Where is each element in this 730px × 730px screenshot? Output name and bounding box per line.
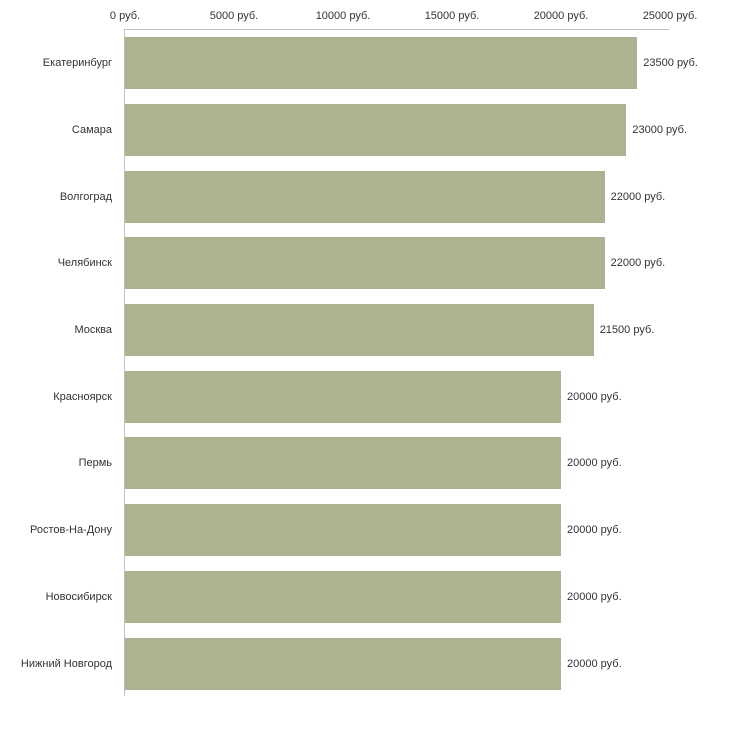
bar-track xyxy=(125,97,688,164)
category-label xyxy=(0,430,118,497)
bar-row xyxy=(0,564,730,631)
category-label-text: Пермь xyxy=(78,457,112,470)
bar-value-label: 21500 руб. xyxy=(599,324,655,337)
bar-value-label: 20000 руб. xyxy=(567,590,622,603)
category-label xyxy=(0,97,118,164)
x-axis-tick-label: 0 руб. xyxy=(109,10,141,22)
bar-row xyxy=(0,363,730,430)
category-label xyxy=(0,297,118,364)
bar-track xyxy=(125,564,670,631)
bar[interactable] xyxy=(125,571,622,623)
bar[interactable] xyxy=(125,504,622,556)
bar[interactable] xyxy=(125,437,622,489)
bar-row xyxy=(0,163,730,230)
bar-value-label: 23000 руб. xyxy=(632,124,688,137)
bar[interactable] xyxy=(125,37,698,89)
bar-track xyxy=(125,430,670,497)
bar-track xyxy=(125,163,670,230)
bar-track xyxy=(125,630,670,697)
bar-value-label: 22000 руб. xyxy=(610,190,666,203)
x-axis-tick-labels xyxy=(0,10,730,26)
bar-value-label: 22000 руб. xyxy=(610,257,666,270)
category-label-text: Красноярск xyxy=(53,390,112,403)
bar-value-label: 20000 руб. xyxy=(567,657,622,670)
category-label xyxy=(0,30,118,97)
bar[interactable] xyxy=(125,638,622,690)
bar-track xyxy=(125,30,698,97)
category-label-text: Самара xyxy=(71,124,112,137)
category-label-text: Москва xyxy=(74,324,112,337)
category-label-text: Челябинск xyxy=(57,257,112,270)
bar-value-label: 20000 руб. xyxy=(567,457,622,470)
bar[interactable] xyxy=(125,104,688,156)
bar-row xyxy=(0,30,730,97)
bar-track xyxy=(125,297,670,364)
bar-value-label: 20000 руб. xyxy=(567,524,622,537)
category-label-text: Ростов-На-Дону xyxy=(29,524,112,537)
category-label xyxy=(0,630,118,697)
bar-rows xyxy=(0,30,730,697)
bar[interactable] xyxy=(125,304,655,356)
category-label xyxy=(0,497,118,564)
bar[interactable] xyxy=(125,237,666,289)
bar-value-label: 23500 руб. xyxy=(643,57,698,70)
bar[interactable] xyxy=(125,171,666,223)
bar-track xyxy=(125,497,670,564)
bar[interactable] xyxy=(125,371,622,423)
category-label-text: Новосибирск xyxy=(45,590,112,603)
category-label-text: Волгоград xyxy=(59,190,112,203)
x-axis-tick-label: 10000 руб. xyxy=(315,10,371,22)
x-axis-tick-label: 20000 руб. xyxy=(533,10,589,22)
bar-row xyxy=(0,497,730,564)
category-label-text: Екатеринбург xyxy=(42,57,112,70)
bar-row xyxy=(0,297,730,364)
bar-row xyxy=(0,430,730,497)
category-label xyxy=(0,163,118,230)
bar-track xyxy=(125,230,670,297)
x-axis-tick-label: 25000 руб. xyxy=(642,10,698,22)
bar-value-label: 20000 руб. xyxy=(567,390,622,403)
bar-row xyxy=(0,97,730,164)
category-label xyxy=(0,363,118,430)
x-axis-tick-label: 5000 руб. xyxy=(209,10,259,22)
category-label-text: Нижний Новгород xyxy=(20,657,112,670)
category-label xyxy=(0,230,118,297)
x-axis-tick-label: 15000 руб. xyxy=(424,10,480,22)
bar-row xyxy=(0,230,730,297)
bar-track xyxy=(125,363,670,430)
bar-row xyxy=(0,630,730,697)
category-label xyxy=(0,564,118,631)
